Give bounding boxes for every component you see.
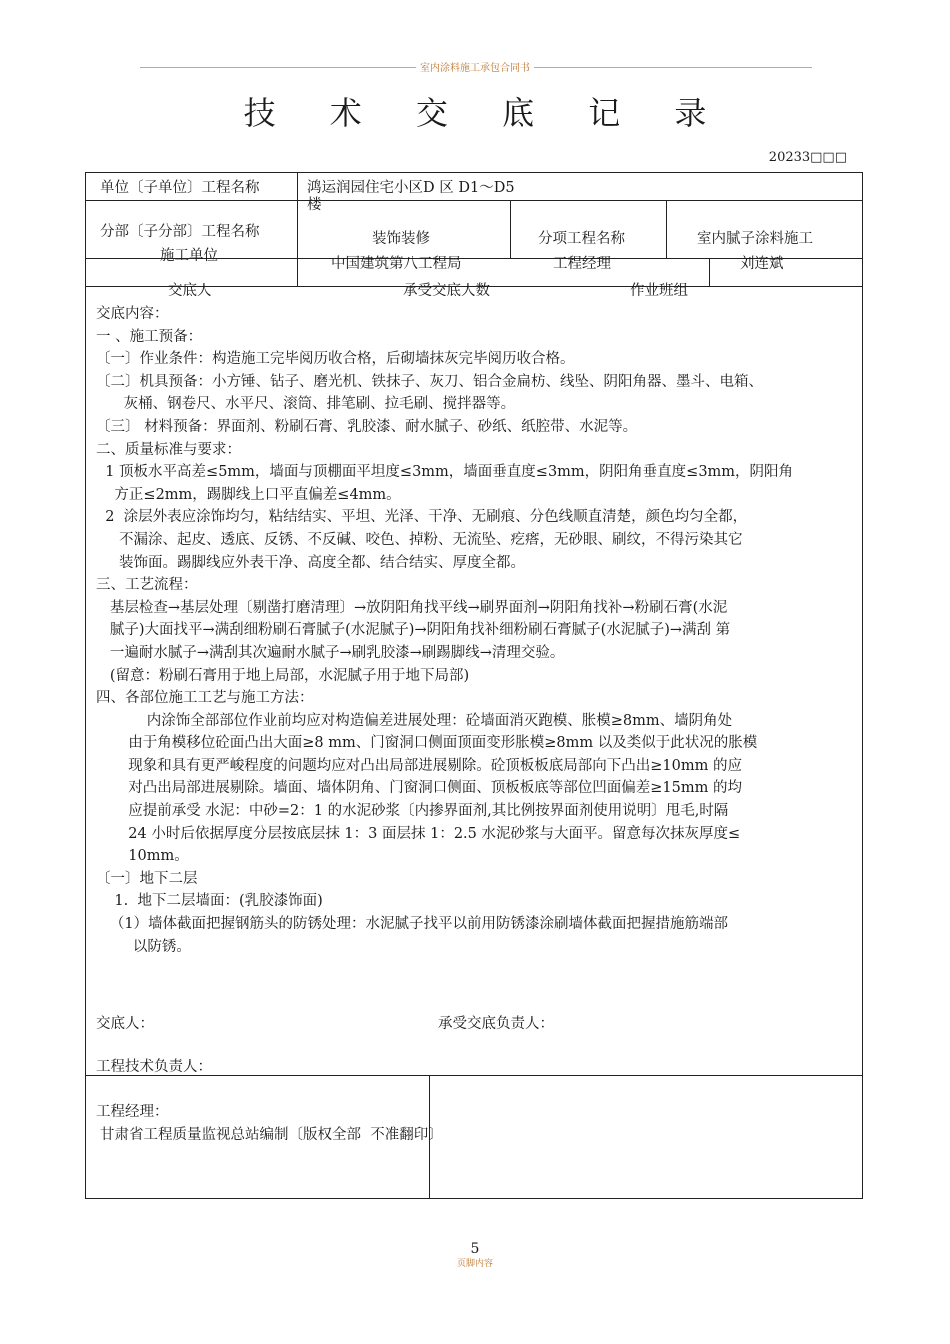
discloser-signature-label: 交底人： xyxy=(96,1016,154,1032)
rule xyxy=(85,200,297,201)
content-line: (留意：粉刷石膏用于地上局部，水泥腻子用于地下局部) xyxy=(96,667,470,684)
content-line: 现象和具有更严峻程度的问题均应对凸出局部进展剔除。砼顶板板底局部向下凸出≥10mm 的应 xyxy=(96,757,742,774)
content-line: 1. 地下二层墙面：(乳胶漆饰面) xyxy=(96,893,323,910)
content-line: 交底内容： xyxy=(96,306,169,322)
content-line: 四、各部位施工工艺与施工方法： xyxy=(96,690,314,707)
rule xyxy=(510,200,511,258)
manager-label: 工程经理 xyxy=(553,256,611,272)
content-line: 方正≤2mm，踢脚线上口平直偏差≤4mm。 xyxy=(96,486,401,503)
manager-value: 刘连斌 xyxy=(740,256,784,272)
item-value: 室内腻子涂料施工 xyxy=(697,231,813,247)
manager-signature-label: 工程经理： xyxy=(96,1104,169,1120)
content-line: 由于角模移位砼面凸出大面≥8 mm、门窗洞口侧面顶面变形胀模≥8mm 以及类似于此状况的胀模 xyxy=(96,735,758,752)
subdivision-value: 装饰装修 xyxy=(372,231,430,247)
page-title: 技 术 交 底 记 录 xyxy=(243,94,729,132)
rule xyxy=(297,200,863,201)
content-line: 三、工艺流程： xyxy=(96,577,198,594)
content-line: 一 、施工预备： xyxy=(96,328,203,345)
content-line: 2 涂层外表应涂饰均匀，粘结结实、平坦、光泽、干净、无刷痕、分色线顺直清楚，颜色均匀全都， xyxy=(96,509,748,526)
publisher-note: 甘肃省工程质量监视总站编制〔版权全部 不准翻印〕 xyxy=(100,1127,443,1143)
running-header: 室内涂料施工承包合同书 xyxy=(0,59,950,74)
content-line: 内涂饰全部部位作业前均应对构造偏差进展处理：砼墙面消灭跑模、胀模≥8mm、墙阴角处 xyxy=(96,712,733,729)
item-label: 分项工程名称 xyxy=(538,231,625,247)
content-line: 装饰面。踢脚线应外表干净、高度全都、结合结实、厚度全都。 xyxy=(96,554,526,571)
disclosure-content xyxy=(96,303,866,958)
rule xyxy=(666,200,667,258)
discloser-label: 交底人 xyxy=(168,283,212,299)
content-line: 〔二〕机具预备：小方锤、钻子、磨光机、铁抹子、灰刀、铝合金扁枋、线坠、阴阳角器、墨斗、电箱、 xyxy=(96,373,763,390)
content-line: 24 小时后依据厚度分层按底层抹 1：3 面层抹 1：2.5 水泥砂浆与大面平。留意每次抹灰厚度≤ xyxy=(96,825,741,842)
project-name-value-cont: 楼 xyxy=(307,197,322,213)
content-line: 应提前承受 水泥：中砂=2：1 的水泥砂浆〔内掺界面剂,其比例按界面剂使用说明〕甩毛,时隔 xyxy=(96,803,729,820)
project-name-label: 单位〔子单位〕工程名称 xyxy=(100,180,260,196)
rule xyxy=(709,258,710,286)
tech-lead-signature-label: 工程技术负责人： xyxy=(96,1059,212,1075)
content-line: 不漏涂、起皮、透底、反锈、不反碱、咬色、掉粉、无流坠、疙瘩，无砂眼、刷纹，不得污染其它 xyxy=(96,531,743,548)
content-line: 腻子)大面找平→满刮细粉刷石膏腻子(水泥腻子)→阴阳角找补细粉刷石膏腻子(水泥腻子)→满刮 第 xyxy=(96,622,731,639)
content-line: 10mm。 xyxy=(96,848,189,865)
rule xyxy=(297,172,298,286)
content-line: 〔三〕 材料预备：界面剂、粉刷石膏、乳胶漆、耐水腻子、砂纸、纸腔带、水泥等。 xyxy=(96,418,638,435)
content-line: 〔一〕作业条件：构造施工完毕阅历收合格，后砌墙抹灰完毕阅历收合格。 xyxy=(96,351,575,368)
content-line: 〔一〕地下二层 xyxy=(96,870,198,887)
construction-unit-label: 施工单位 xyxy=(160,248,218,264)
receiver-count-label: 承受交底人数 xyxy=(403,283,490,299)
page-footer: 页脚内容 xyxy=(456,1259,493,1269)
content-line: 对凸出局部进展剔除。墙面、墙体阴角、门窗洞口侧面、顶板板底等部位凹面偏差≥15mm 的均 xyxy=(96,780,742,797)
content-line: （1）墙体截面把握钢筋头的防锈处理：水泥腻子找平以前用防锈漆涂刷墙体截面把握措施筋端部 xyxy=(96,916,729,933)
team-label: 作业班组 xyxy=(630,283,688,299)
document-number: 20233□□□ xyxy=(768,150,847,165)
content-line: 以防锈。 xyxy=(96,938,191,955)
content-line: 灰桶、钢卷尺、水平尺、滚筒、排笔刷、拉毛刷、搅拌器等。 xyxy=(96,396,516,413)
content-line: 二、质量标准与要求： xyxy=(96,441,241,458)
subdivision-label: 分部〔子分部〕工程名称 xyxy=(100,224,260,240)
receiver-lead-signature-label: 承受交底负责人： xyxy=(438,1016,554,1032)
unit-value: 中国建筑第八工程局 xyxy=(331,256,462,272)
content-line: 基层检查→基层处理〔剔凿打磨清理〕→放阴阳角找平线→刷界面剂→阴阳角找补→粉刷石膏(水泥 xyxy=(96,599,728,616)
content-line: 一遍耐水腻子→满刮其次遍耐水腻子→刷乳胶漆→刷踢脚线→清理交验。 xyxy=(96,644,565,661)
content-line: 1 顶板水平高差≤5mm，墙面与顶棚面平坦度≤3mm，墙面垂直度≤3mm，阴阳角垂直度≤3mm，阴阳角 xyxy=(96,464,794,481)
page-number: 5 xyxy=(470,1241,480,1257)
project-name-value: 鸿运润园住宅小区D 区 D1～D5 xyxy=(307,180,515,196)
